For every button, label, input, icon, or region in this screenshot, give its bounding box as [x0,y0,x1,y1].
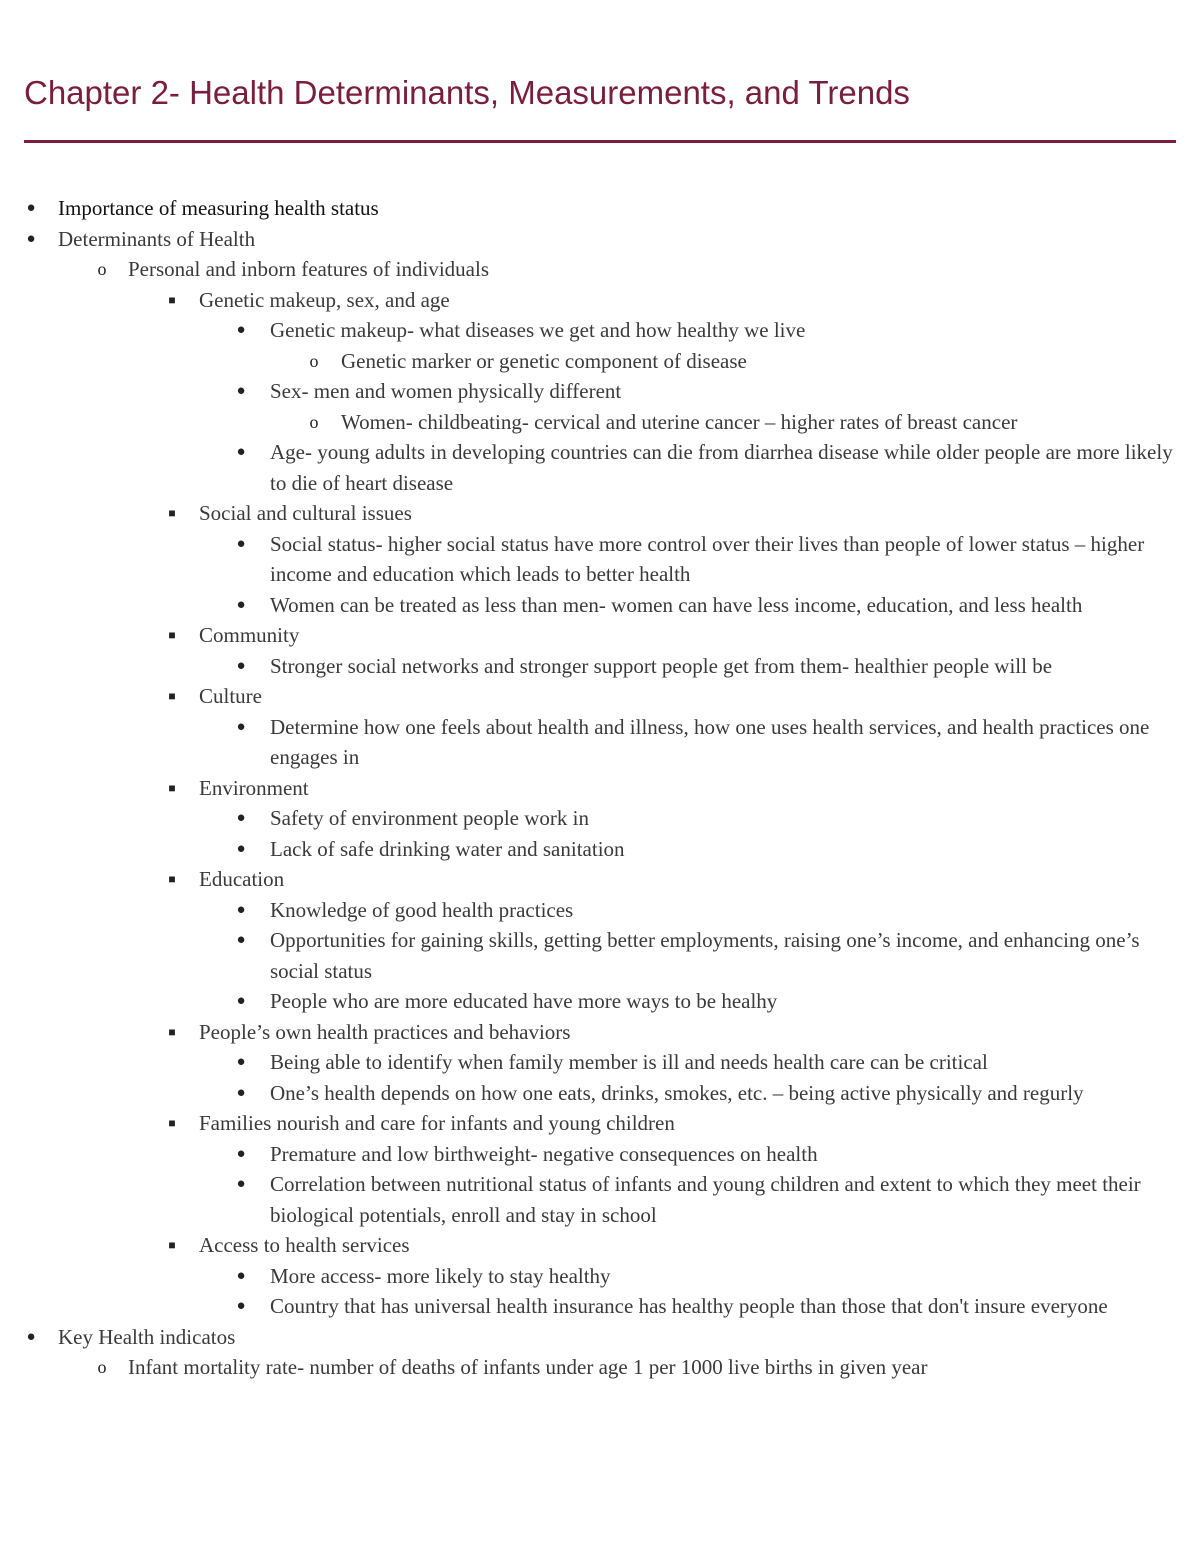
outline-item-text: Determinants of Health [58,226,256,251]
dot-bullet-icon: ● [236,322,246,338]
outline-item-level-3 [0,773,1200,804]
title-divider [24,140,1176,143]
dot-bullet-icon: ● [236,1084,246,1101]
outline-item-text: Genetic makeup, sex, and age [199,287,450,312]
outline-item-text: Community [199,623,300,647]
outline-item-text: Women- childbeating- cervical and uterine cancer – higher rates of breast cancer [341,409,1018,434]
square-bullet-icon: ■ [168,1024,176,1039]
dot-bullet-icon: ● [26,230,36,247]
dot-bullet-icon: ● [236,932,246,948]
outline-item-level-4 [0,376,1200,407]
outline-list [0,193,1200,1383]
outline-item-level-2 [0,1352,1200,1383]
outline-item-text: People who are more educated have more ways to be healhy [270,989,778,1013]
outline-item-level-4 [0,651,1200,682]
outline-item-level-4 [0,1291,1200,1322]
dot-bullet-icon: ● [236,383,246,399]
circle-bullet-icon: o [97,259,107,279]
square-bullet-icon: ■ [168,292,176,307]
outline-item-text: Key Health indicatos [58,1324,236,1349]
dot-bullet-icon: ● [236,1298,246,1314]
outline-item-level-4 [0,529,1200,590]
outline-item-level-3 [0,864,1200,895]
outline-item-level-4 [0,1047,1200,1078]
outline-item-level-4 [0,803,1200,834]
dot-bullet-icon: ● [236,993,246,1009]
outline-item-level-4 [0,834,1200,865]
outline-item-text: One’s health depends on how one eats, drinks, smokes, etc. – being active physically and regurly [270,1080,1084,1105]
outline-item-level-4 [0,590,1200,621]
outline-item-level-4 [0,1169,1200,1230]
outline-item-level-3 [0,1230,1200,1261]
outline-item-level-1 [0,224,1200,255]
square-bullet-icon: ■ [168,872,176,886]
outline-item-text: Social status- higher social status have more control over their lives than people of lower status – higher income and education which leads to better health [270,531,1145,586]
outline-item-text: Culture [199,684,262,708]
outline-item-level-1 [0,1322,1200,1353]
outline-item-level-3 [0,1017,1200,1048]
square-bullet-icon: ■ [168,689,176,703]
square-bullet-icon: ■ [168,506,176,520]
dot-bullet-icon: ● [236,444,246,460]
outline-item-text: Opportunities for gaining skills, getting better employments, raising one’s income, and enhancing one’s social status [270,928,1140,983]
dot-bullet-icon: ● [236,1176,246,1192]
outline-item-text: Education [199,867,285,891]
outline-item-text: Country that has universal health insurance has healthy people than those that don't insure everyone [270,1294,1108,1318]
outline-item-level-4 [0,1078,1200,1109]
page-title: Chapter 2- Health Determinants, Measurements, and Trends [24,74,910,111]
outline-item-text: Safety of environment people work in [270,806,589,830]
outline-item-text: Premature and low birthweight- negative consequences on health [270,1141,818,1166]
dot-bullet-icon: ● [26,1328,36,1345]
dot-bullet-icon: ● [26,200,36,216]
outline-item-text: Infant mortality rate- number of deaths of infants under age 1 per 1000 live births in given year [128,1355,928,1379]
outline-item-level-1 [0,193,1200,224]
outline-item-level-4 [0,437,1200,498]
outline-item-level-4 [0,1261,1200,1292]
outline-item-level-3 [0,620,1200,651]
square-bullet-icon: ■ [168,1116,176,1130]
outline-item-text: Genetic marker or genetic component of disease [341,348,747,373]
outline-item-text: Personal and inborn features of individuals [128,257,489,281]
outline-item-text: Being able to identify when family member is ill and needs health care can be critical [270,1050,988,1074]
outline-item-level-3 [0,1108,1200,1139]
outline-item-level-4 [0,925,1200,986]
outline-item-text: Determine how one feels about health and illness, how one uses health services, and health practices one engages in [270,714,1150,769]
square-bullet-icon: ■ [168,628,176,642]
square-bullet-icon: ■ [168,780,176,795]
outline-item-text: Social and cultural issues [199,501,412,525]
outline-item-text: Knowledge of good health practices [270,897,574,922]
outline-item-text: Age- young adults in developing countries can die from diarrhea disease while older people are more likely to die of heart disease [270,440,1173,495]
outline-item-level-3 [0,498,1200,529]
dot-bullet-icon: ● [236,657,246,674]
dot-bullet-icon: ● [236,596,246,613]
outline-item-level-4 [0,712,1200,773]
outline-item-level-5 [0,346,1200,377]
outline-item-level-4 [0,895,1200,926]
outline-item-text: Women can be treated as less than men- women can have less income, education, and less health [270,592,1083,617]
outline-item-level-4 [0,986,1200,1017]
dot-bullet-icon: ● [236,1267,246,1284]
outline-item-text: Correlation between nutritional status of infants and young children and extent to which they meet their biological potentials, enroll and stay in school [270,1172,1141,1227]
dot-bullet-icon: ● [236,535,246,552]
outline-item-text: Genetic makeup- what diseases we get and how healthy we live [270,318,806,342]
circle-bullet-icon: o [309,350,319,371]
outline-item-level-4 [0,315,1200,346]
outline-item-text: Importance of measuring health status [58,196,379,220]
outline-item-level-2 [0,254,1200,285]
circle-bullet-icon: o [309,411,319,432]
outline-item-text: Families nourish and care for infants and young children [199,1111,675,1135]
outline-item-text: Environment [199,775,309,800]
dot-bullet-icon: ● [236,901,246,918]
outline-item-level-3 [0,681,1200,712]
dot-bullet-icon: ● [236,1054,246,1070]
outline-item-text: Access to health services [199,1233,410,1257]
dot-bullet-icon: ● [236,810,246,826]
outline-item-level-5 [0,407,1200,438]
square-bullet-icon: ■ [168,1238,176,1252]
outline-item-text: Sex- men and women physically different [270,379,622,403]
outline-item-text: More access- more likely to stay healthy [270,1263,611,1288]
outline-item-text: People’s own health practices and behaviors [199,1019,571,1044]
outline-item-text: Stronger social networks and stronger support people get from them- healthier people will be [270,653,1053,678]
outline-item-text: Lack of safe drinking water and sanitation [270,836,625,861]
outline-item-level-3 [0,285,1200,316]
dot-bullet-icon: ● [236,840,246,857]
dot-bullet-icon: ● [236,1145,246,1162]
circle-bullet-icon: o [97,1357,107,1377]
outline-item-level-4 [0,1139,1200,1170]
dot-bullet-icon: ● [236,718,246,735]
